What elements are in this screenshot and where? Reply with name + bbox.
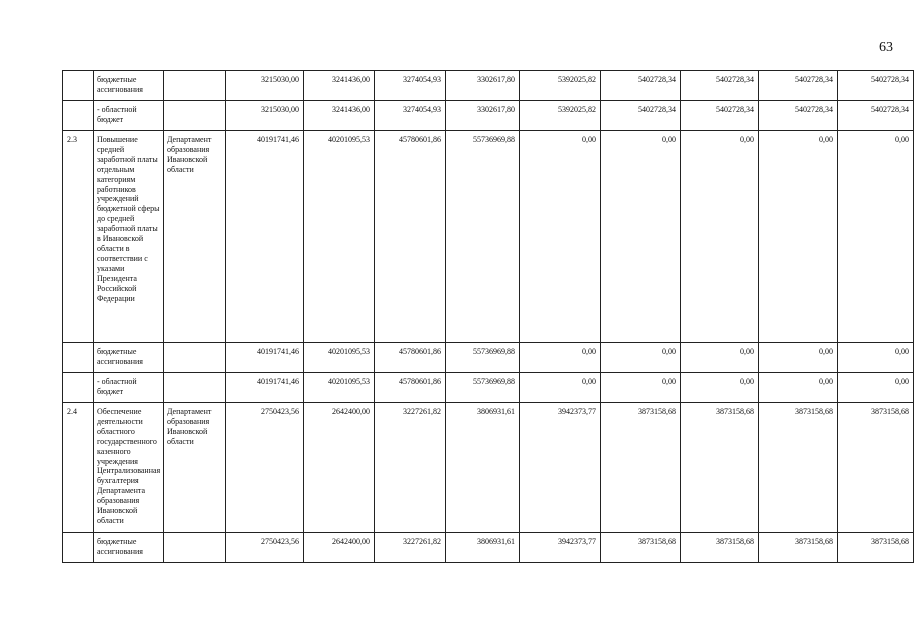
page-number: 63: [879, 40, 893, 55]
value-cell: 40191741,46: [226, 343, 304, 373]
value-cell: 0,00: [520, 343, 601, 373]
value-cell: 3873158,68: [681, 533, 759, 563]
value-cell: 0,00: [759, 373, 838, 403]
value-cell: 45780601,86: [375, 131, 446, 343]
value-cell: 45780601,86: [375, 373, 446, 403]
value-cell: 5402728,34: [759, 101, 838, 131]
value-cell: 0,00: [601, 131, 681, 343]
row-name-cell: - областной бюджет: [94, 101, 164, 131]
value-cell: 3873158,68: [838, 403, 914, 533]
value-cell: 0,00: [759, 131, 838, 343]
value-cell: 0,00: [520, 373, 601, 403]
row-number-cell: 2.4: [63, 403, 94, 533]
value-cell: 3302617,80: [446, 101, 520, 131]
table-row: [63, 343, 914, 373]
value-cell: 5402728,34: [838, 101, 914, 131]
value-cell: 5392025,82: [520, 101, 601, 131]
value-cell: 40201095,53: [304, 131, 375, 343]
value-cell: 3227261,82: [375, 533, 446, 563]
value-cell: 40201095,53: [304, 373, 375, 403]
value-cell: 40191741,46: [226, 131, 304, 343]
table-row: [63, 403, 914, 533]
value-cell: 3806931,61: [446, 403, 520, 533]
row-executor-cell: Департамент образования Ивановской области: [164, 403, 226, 533]
row-number-cell: 2.3: [63, 131, 94, 343]
value-cell: 3942373,77: [520, 403, 601, 533]
value-cell: 40201095,53: [304, 343, 375, 373]
value-cell: 55736969,88: [446, 343, 520, 373]
value-cell: 3873158,68: [681, 403, 759, 533]
value-cell: 0,00: [681, 343, 759, 373]
value-cell: 3215030,00: [226, 101, 304, 131]
row-executor-cell: [164, 533, 226, 563]
table-row: [63, 131, 914, 343]
value-cell: 55736969,88: [446, 131, 520, 343]
row-number-cell: [63, 343, 94, 373]
value-cell: 5402728,34: [681, 71, 759, 101]
table-row: [63, 373, 914, 403]
value-cell: 3873158,68: [838, 533, 914, 563]
row-name-cell: Повышение средней заработной платы отдельным категориям работников учреждений бюджетной сферы до средней заработной платы в Ивановской области в соответствии с указами Президента Российской Федерации: [94, 131, 164, 343]
table-body: [63, 71, 914, 563]
value-cell: 3241436,00: [304, 71, 375, 101]
row-number-cell: [63, 71, 94, 101]
value-cell: 5392025,82: [520, 71, 601, 101]
value-cell: 0,00: [601, 373, 681, 403]
value-cell: 2642400,00: [304, 533, 375, 563]
value-cell: 3942373,77: [520, 533, 601, 563]
value-cell: 3274054,93: [375, 71, 446, 101]
value-cell: 2750423,56: [226, 403, 304, 533]
value-cell: 2642400,00: [304, 403, 375, 533]
value-cell: 0,00: [838, 373, 914, 403]
row-executor-cell: [164, 343, 226, 373]
value-cell: 0,00: [838, 343, 914, 373]
row-number-cell: [63, 101, 94, 131]
row-number-cell: [63, 373, 94, 403]
table-row: [63, 71, 914, 101]
value-cell: 3806931,61: [446, 533, 520, 563]
budget-table: [62, 70, 914, 563]
value-cell: 0,00: [838, 131, 914, 343]
table-row: [63, 101, 914, 131]
value-cell: 55736969,88: [446, 373, 520, 403]
value-cell: 0,00: [759, 343, 838, 373]
row-name-cell: бюджетные ассигнования: [94, 343, 164, 373]
value-cell: 3227261,82: [375, 403, 446, 533]
row-name-cell: бюджетные ассигнования: [94, 533, 164, 563]
value-cell: 3302617,80: [446, 71, 520, 101]
value-cell: 3873158,68: [759, 403, 838, 533]
value-cell: 0,00: [681, 373, 759, 403]
value-cell: 3241436,00: [304, 101, 375, 131]
value-cell: 2750423,56: [226, 533, 304, 563]
value-cell: 3873158,68: [601, 403, 681, 533]
row-executor-cell: [164, 373, 226, 403]
row-name-cell: бюджетные ассигнования: [94, 71, 164, 101]
value-cell: 5402728,34: [759, 71, 838, 101]
value-cell: 3215030,00: [226, 71, 304, 101]
table-row: [63, 533, 914, 563]
value-cell: 3873158,68: [601, 533, 681, 563]
row-name-cell: - областной бюджет: [94, 373, 164, 403]
value-cell: 3873158,68: [759, 533, 838, 563]
row-name-cell: Обеспечение деятельности областного государственного казенного учреждения Централизованная бухгалтерия Департамента образования Ивановской области: [94, 403, 164, 533]
value-cell: 5402728,34: [601, 101, 681, 131]
row-executor-cell: Департамент образования Ивановской области: [164, 131, 226, 343]
row-executor-cell: [164, 71, 226, 101]
value-cell: 3274054,93: [375, 101, 446, 131]
value-cell: 45780601,86: [375, 343, 446, 373]
row-executor-cell: [164, 101, 226, 131]
value-cell: 5402728,34: [838, 71, 914, 101]
row-number-cell: [63, 533, 94, 563]
value-cell: 0,00: [681, 131, 759, 343]
value-cell: 0,00: [601, 343, 681, 373]
value-cell: 40191741,46: [226, 373, 304, 403]
value-cell: 5402728,34: [681, 101, 759, 131]
value-cell: 5402728,34: [601, 71, 681, 101]
value-cell: 0,00: [520, 131, 601, 343]
